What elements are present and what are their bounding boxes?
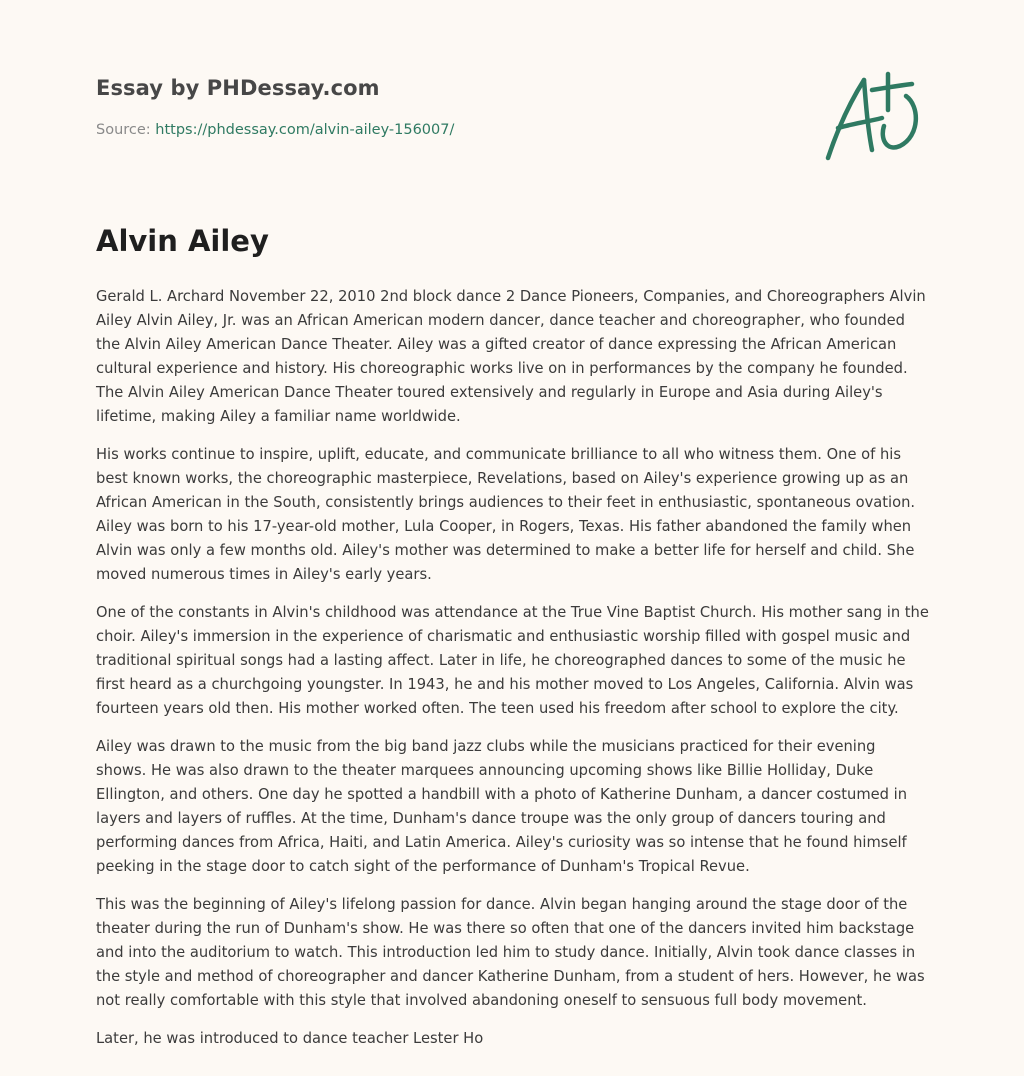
essay-title: Alvin Ailey bbox=[96, 224, 269, 258]
essay-paragraph: His works continue to inspire, uplift, educate, and communicate brilliance to all who witness them. One of his best known works, the choreographic masterpiece, Revelations, based on Ailey's experience growing up as an African American in the South, consistently brings audiences to their feet in enthusiastic, spontaneous ovation. Ailey was born to his 17-year-old mother, Lula Cooper, in Rogers, Texas. His father abandoned the family when Alvin was only a few months old. Ailey's mother was determined to make a better life for herself and child. She moved numerous times in Ailey's early years. bbox=[96, 446, 916, 583]
source-label: Source: bbox=[96, 122, 156, 138]
a-plus-logo-icon bbox=[820, 66, 930, 166]
essay-header bbox=[96, 76, 796, 138]
essay-paragraph: One of the constants in Alvin's childhood was attendance at the True Vine Baptist Church. His mother sang in the choir. Ailey's immersion in the experience of charismatic and enthusiastic worship filled with gospel music and traditional spiritual songs had a lasting affect. Later in life, he choreographed dances to some of the music he first heard as a churchgoing youngster. In 1943, he and his mother moved to Los Angeles, California. Alvin was fourteen years old then. His mother worked often. The teen used his freedom after school to explore the city. bbox=[96, 604, 929, 717]
essay-paragraph: Later, he was introduced to dance teacher Lester Ho bbox=[96, 1030, 484, 1047]
site-title: Essay by PHDessay.com bbox=[96, 76, 380, 100]
essay-paragraph: Ailey was drawn to the music from the big band jazz clubs while the musicians practiced for their evening shows. He was also drawn to the theater marquees announcing upcoming shows like Billie Holliday, Duke Ellington, and others. One day he spotted a handbill with a photo of Katherine Dunham, a dancer costumed in layers and layers of ruffles. At the time, Dunham's dance troupe was the only group of dancers touring and performing dances from Africa, Haiti, and Latin America. Ailey's curiosity was so intense that he found himself peeking in the stage door to catch sight of the performance of Dunham's Tropical Revue. bbox=[96, 738, 908, 875]
source-line bbox=[96, 122, 796, 138]
essay-body bbox=[96, 285, 930, 1065]
essay-paragraph: This was the beginning of Ailey's lifelong passion for dance. Alvin began hanging around the stage door of the theater during the run of Dunham's show. He was there so often that one of the dancers invited him backstage and into the auditorium to watch. This introduction led him to study dance. Initially, Alvin took dance classes in the style and method of choreographer and dancer Katherine Dunham, from a student of hers. However, he was not really comfortable with this style that involved abandoning oneself to sensuous full body movement. bbox=[96, 896, 925, 1009]
source-link[interactable]: https://phdessay.com/alvin-ailey-156007/ bbox=[155, 122, 455, 138]
essay-paragraph: Gerald L. Archard November 22, 2010 2nd block dance 2 Dance Pioneers, Companies, and Choreographers Alvin Ailey Alvin Ailey, Jr. was an African American modern dancer, dance teacher and choreographer, who founded the Alvin Ailey American Dance Theater. Ailey was a gifted creator of dance expressing the African American cultural experience and history. His choreographic works live on in performances by the company he founded. The Alvin Ailey American Dance Theater toured extensively and regularly in Europe and Asia during Ailey's lifetime, making Ailey a familiar name worldwide. bbox=[96, 288, 926, 425]
